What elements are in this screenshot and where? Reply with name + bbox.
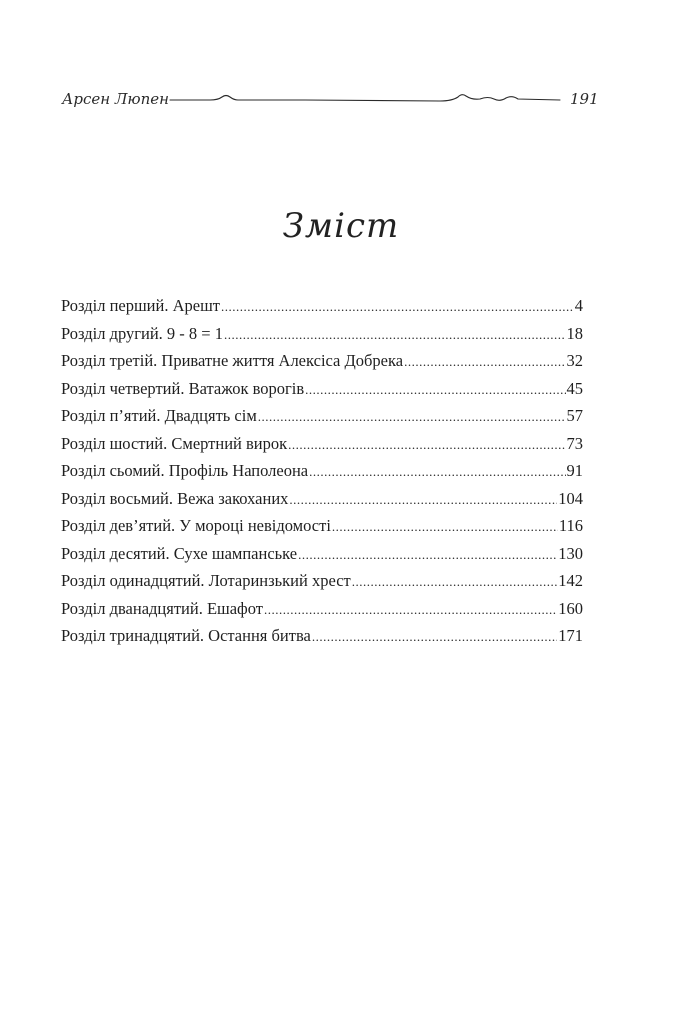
toc-entry-title: Розділ шостий. Смертний вирок (61, 433, 288, 453)
toc-entry (61, 320, 583, 348)
toc-dot-leader (309, 458, 565, 486)
toc-entry-title: Розділ п’ятий. Двадцять сім (61, 406, 257, 425)
toc-entry (61, 402, 583, 430)
toc-entry (61, 347, 583, 375)
toc-entry-page: 116 (558, 516, 583, 535)
toc-entry (61, 567, 583, 595)
toc-entry (61, 457, 583, 485)
toc-dot-leader (332, 513, 558, 541)
toc-entry-page: 57 (566, 406, 583, 425)
toc-entry-page: 18 (566, 323, 583, 343)
toc-dot-leader (288, 431, 565, 459)
toc-entry (61, 485, 583, 513)
running-head-svg (60, 84, 600, 116)
toc-entry (61, 622, 583, 650)
toc-dot-leader (305, 376, 565, 404)
toc-entry (61, 512, 583, 540)
toc-dot-leader (221, 293, 574, 321)
toc-entry-title: Розділ десятий. Сухе шампанське (61, 543, 298, 563)
toc-entry (61, 430, 583, 458)
toc-entry (61, 292, 583, 320)
toc-entry-title: Розділ одинадцятий. Лотаринзький хрест (61, 571, 351, 590)
table-of-contents (61, 292, 583, 650)
running-head-page-number: 191 (570, 90, 599, 108)
toc-entry-page: 142 (558, 571, 583, 590)
toc-entry (61, 375, 583, 403)
page-title: Зміст (282, 206, 400, 246)
toc-dot-leader (352, 568, 558, 596)
toc-entry-page: 45 (566, 378, 583, 398)
toc-entry-title: Розділ четвертий. Ватажок ворогів (61, 378, 305, 398)
toc-entry-title: Розділ восьмий. Вежа закоханих (61, 488, 289, 508)
toc-entry-title: Розділ дванадцятий. Ешафот (61, 598, 263, 618)
toc-entry-page: 160 (558, 598, 583, 618)
toc-entry-page: 104 (558, 488, 583, 508)
toc-entry-page: 91 (566, 461, 583, 480)
toc-entry-page: 4 (574, 296, 583, 315)
toc-entry-title: Розділ перший. Арешт (61, 296, 220, 315)
toc-dot-leader (224, 321, 566, 349)
toc-dot-leader (404, 348, 565, 376)
toc-dot-leader (312, 623, 557, 651)
running-head-author: Арсен Люпен (62, 90, 170, 108)
toc-entry-page: 130 (558, 543, 583, 563)
toc-entry-page: 32 (566, 351, 583, 370)
toc-entry-title: Розділ другий. 9 - 8 = 1 (61, 323, 223, 343)
toc-entry-title: Розділ третій. Приватне життя Алексіса Добрека (61, 351, 404, 370)
toc-dot-leader (289, 486, 557, 514)
toc-entry-title: Розділ дев’ятий. У мороці невідомості (61, 516, 331, 535)
flourish-line (170, 95, 560, 101)
running-head (60, 84, 600, 116)
toc-entry-title: Розділ сьомий. Профіль Наполеона (61, 461, 309, 480)
toc-entry (61, 595, 583, 623)
toc-dot-leader (264, 596, 557, 624)
toc-entry-page: 73 (566, 433, 583, 453)
toc-entry-title: Розділ тринадцятий. Остання битва (61, 626, 311, 645)
toc-dot-leader (258, 403, 566, 431)
toc-dot-leader (298, 541, 557, 569)
toc-entry-page: 171 (558, 626, 583, 645)
toc-entry (61, 540, 583, 568)
